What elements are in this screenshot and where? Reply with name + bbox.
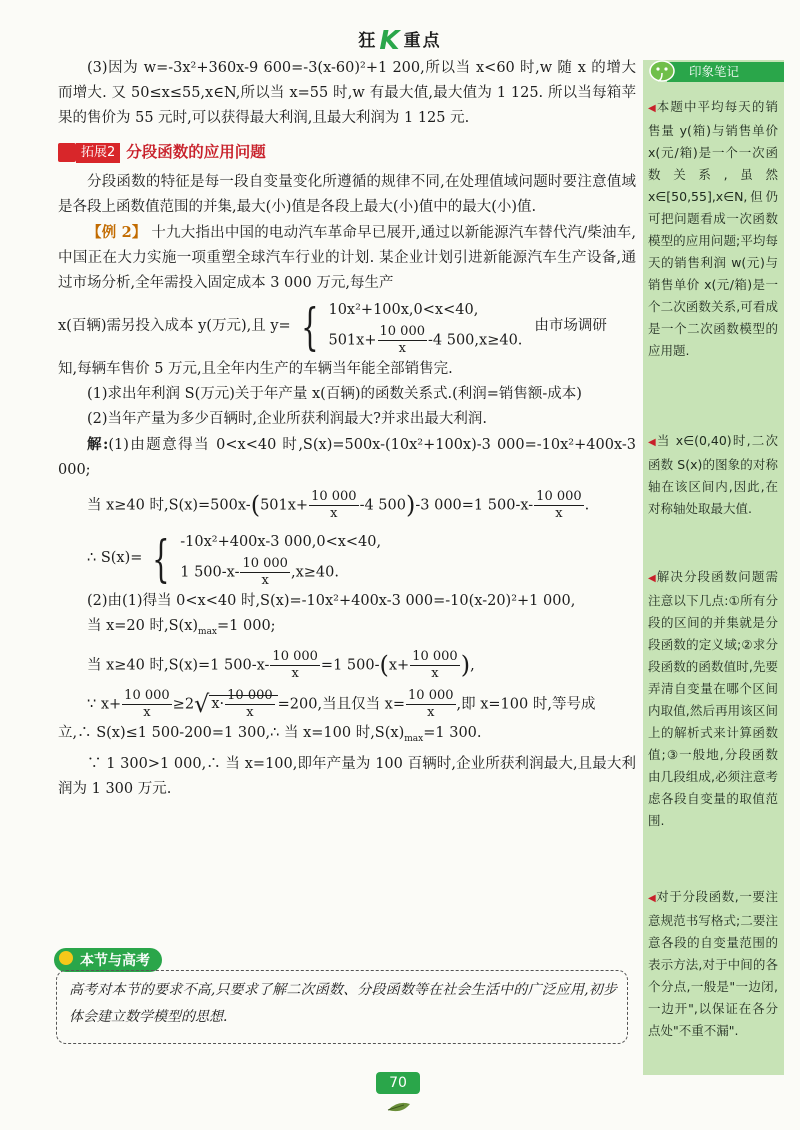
- fraction: [534, 489, 584, 522]
- example-text: 十九大指出中国的电动汽车革命早已展开,通过以新能源汽车替代汽/柴油车,中国正在大力实施一项重塑全球汽车行业的计划. 某企业计划引进新能源汽车生产设备,通过市场分析,全年需投入固定成本 3 000 万元,每生产: [58, 225, 637, 291]
- pw1-left: x(百辆)需另投入成本 y(万元),且 y=: [58, 318, 291, 334]
- s2-e: .: [584, 497, 590, 514]
- fraction: [270, 649, 320, 682]
- cost-piecewise-line: [58, 296, 636, 357]
- fraction-num: 10 000: [124, 687, 170, 703]
- note-4-text: 对于分段函数,一要注意规范书写格式;二要注意各段的自变量范围的表示方法,对于中间的各个分点,一般是"一边闭,一边开",以保证在各分点处"不重不漏".: [648, 889, 778, 1038]
- section-title: [54, 948, 162, 972]
- s6-d: ,: [470, 657, 475, 674]
- paragraph-part3: (3)因为 w=-3x²+360x-9 600=-3(x-60)²+1 200,所以当 x<60 时,w 随 x 的增大而增大. 又 50≤x≤55,x∈N,所以当 x=55 时,w 有最大值,最大值为 1 125. 所以当每箱苹果的售价为 55 元时,可以获得最大利润,且最大利润为 1 125 元.: [58, 60, 636, 126]
- s5-a: 当 x=20 时,S(x): [87, 618, 199, 634]
- solution-inequality: [58, 688, 636, 721]
- solution-max2: [58, 721, 636, 752]
- brace: {: [152, 529, 171, 588]
- header-text-2: 重点: [403, 31, 442, 51]
- s2-c: -4 500: [359, 497, 406, 514]
- s3-c2b: ,x≥40.: [290, 564, 339, 581]
- radicand: [209, 687, 277, 720]
- fraction-den: x: [427, 704, 435, 720]
- section-header: [54, 948, 162, 972]
- extension-title: 分段函数的应用问题: [126, 143, 266, 161]
- fraction-den: x: [291, 665, 299, 681]
- paren: ): [406, 491, 416, 519]
- pw1-case2: [328, 324, 522, 357]
- solution-label: 解:: [87, 436, 109, 453]
- brace: {: [300, 297, 319, 356]
- arrow-icon: ◀: [648, 893, 657, 904]
- s3-c2a: 1 500-x-: [180, 564, 240, 581]
- fraction: [309, 489, 359, 522]
- s7-c: x·: [211, 696, 225, 713]
- fraction-num: 10 000: [227, 687, 273, 703]
- question-2: (2)当年产量为多少百辆时,企业所获利润最大?并求出最大利润.: [87, 411, 488, 427]
- s8-b: =1 300.: [423, 724, 482, 741]
- fraction-den: x: [555, 506, 563, 521]
- paren: (: [379, 650, 389, 679]
- fraction-num: 10 000: [408, 687, 454, 703]
- leaf-icon: [384, 1098, 414, 1116]
- fraction: [378, 324, 428, 357]
- pw1-c2a: 501x+: [328, 332, 377, 349]
- main-content: [58, 56, 636, 802]
- fraction-num: 10 000: [311, 489, 357, 504]
- extension-number: 拓展2: [76, 143, 120, 163]
- sidebar-note-3: [648, 566, 778, 832]
- solution-conclusion: ∵ 1 300>1 000,∴ 当 x=100,即年产量为 100 百辆时,企业所获利润最大,且最大利润为 1 300 万元.: [58, 755, 636, 797]
- profit-piecewise: [58, 528, 636, 589]
- s2-d: -3 000=1 500-x-: [415, 497, 534, 514]
- fraction-num: 10 000: [536, 489, 582, 504]
- s3-case2: [180, 556, 381, 589]
- example-label: 【例 2】: [87, 224, 147, 241]
- running-header: [0, 26, 800, 56]
- pw1-case1: 10x²+100x,0<x<40,: [328, 302, 479, 318]
- fraction-num: 10 000: [412, 648, 458, 664]
- max-sub: max: [404, 733, 424, 744]
- solution-max1: [58, 614, 636, 645]
- s3-cases: [180, 528, 381, 589]
- fraction: [122, 688, 172, 721]
- s7-b: ≥2: [172, 696, 195, 713]
- solution-1-text: (1)由题意得当 0<x<40 时,S(x)=500x-(10x²+100x)-3 000=-10x²+400x-3 000;: [58, 437, 636, 478]
- example-statement: [58, 220, 636, 296]
- page-number: 70: [376, 1072, 420, 1094]
- s3-lead: ∴ S(x)=: [87, 550, 143, 566]
- section-title-text: 本节与高考: [80, 953, 150, 969]
- s2-a: 当 x≥40 时,S(x)=500x-: [87, 497, 251, 514]
- solution-part2: (2)由(1)得当 0<x<40 时,S(x)=-10x²+400x-3 000=-10(x-20)²+1 000,: [87, 593, 576, 609]
- header-text-1: 狂: [358, 31, 378, 51]
- fraction-den: x: [330, 506, 338, 521]
- fraction: [225, 688, 275, 721]
- fraction-den: x: [143, 704, 151, 720]
- s7-d: =200,当且仅当 x=: [277, 696, 406, 713]
- fraction-num: 10 000: [379, 324, 425, 339]
- solution-1: [58, 432, 636, 483]
- fraction-num: 10 000: [242, 556, 288, 571]
- fraction-den: x: [261, 573, 269, 588]
- sidebar-header: [643, 62, 784, 82]
- fraction-den: x: [431, 665, 439, 681]
- fraction: [240, 556, 290, 589]
- solution-case-ge40: [58, 649, 636, 682]
- paren: ): [460, 650, 471, 679]
- paragraph-intro: 分段函数的特征是每一段自变量变化所遵循的规律不同,在处理值域问题时要注意值域是各段上函数值范围的并集,最大(小)值是各段上最大(小)值中的最大(小)值.: [58, 174, 636, 215]
- elephant-icon: [647, 56, 677, 84]
- note-3-text: 解决分段函数问题需注意以下几点:①所有分段的区间的并集就是分段函数的定义域;②求分段函数的函数值时,先要弄清自变量在哪个区间内取值,然后再用该区间上的解析式来计算函数值;③一般地,分段函数由几段组成,必须注意考虑各段自变量的取值范围.: [648, 569, 778, 828]
- radical-sign: √: [194, 689, 210, 718]
- sidebar-title: 印象笔记: [667, 62, 784, 82]
- lemon-icon: [59, 951, 73, 965]
- s3-case1: -10x²+400x-3 000,0<x<40,: [180, 534, 382, 550]
- note-2-text: 当 x∈(0,40)时,二次函数 S(x)的图象的对称轴在该区间内,因此,在对称轴处取最大值.: [648, 433, 778, 516]
- sidebar-note-1: [648, 96, 778, 362]
- sidebar-note-2: [648, 430, 778, 520]
- book-icon: [58, 143, 76, 162]
- arrow-icon: ◀: [648, 103, 657, 114]
- arrow-icon: ◀: [648, 437, 657, 448]
- header-k-logo: K: [379, 26, 402, 56]
- fraction: [410, 649, 460, 682]
- question-1: (1)求出年利润 S(万元)关于年产量 x(百辆)的函数关系式.(利润=销售额-成本): [87, 386, 582, 402]
- extension-heading: [58, 140, 636, 165]
- note-1-text: 本题中平均每天的销售量 y(箱)与销售单价 x(元/箱)是一个一次函数关系,虽然 x∈[50,55],x∈N,但仍可把问题看成一次函数模型的应用问题;平均每天的销售利润 w(元)与销售单价 x(元/箱)是一个二次函数关系,可看成是一个二次函数模型的应用题.: [648, 99, 778, 358]
- s7-a: ∵ x+: [87, 696, 122, 713]
- s2-b: 501x+: [260, 497, 309, 514]
- paren: (: [250, 491, 261, 519]
- solution-2: [58, 489, 636, 522]
- s8-a: 立,∴ S(x)≤1 500-200=1 300,∴ 当 x=100 时,S(x): [58, 724, 405, 741]
- fraction-num: 10 000: [272, 648, 318, 664]
- arrow-icon: ◀: [648, 573, 657, 584]
- s6-c: x+: [388, 657, 410, 674]
- s7-e: ,即 x=100 时,等号成: [456, 696, 596, 713]
- pw1-c2b: -4 500,x≥40.: [428, 332, 523, 349]
- max-sub: max: [198, 626, 218, 637]
- sidebar-note-4: [648, 886, 778, 1042]
- fraction: [406, 688, 456, 721]
- fraction-den: x: [398, 341, 406, 356]
- s6-a: 当 x≥40 时,S(x)=1 500-x-: [87, 657, 270, 674]
- exam-note-box: 高考对本节的要求不高,只要求了解二次函数、分段函数等在社会生活中的广泛应用,初步体会建立数学模型的思想.: [56, 970, 628, 1044]
- paragraph-price: 知,每辆车售价 5 万元,且全年内生产的车辆当年能全部销售完.: [58, 361, 453, 377]
- s6-b: =1 500-: [320, 657, 380, 674]
- pw1-right: 由市场调研: [534, 318, 607, 334]
- pw1-cases: [328, 296, 522, 357]
- s5-b: =1 000;: [217, 618, 276, 634]
- fraction-den: x: [246, 704, 254, 720]
